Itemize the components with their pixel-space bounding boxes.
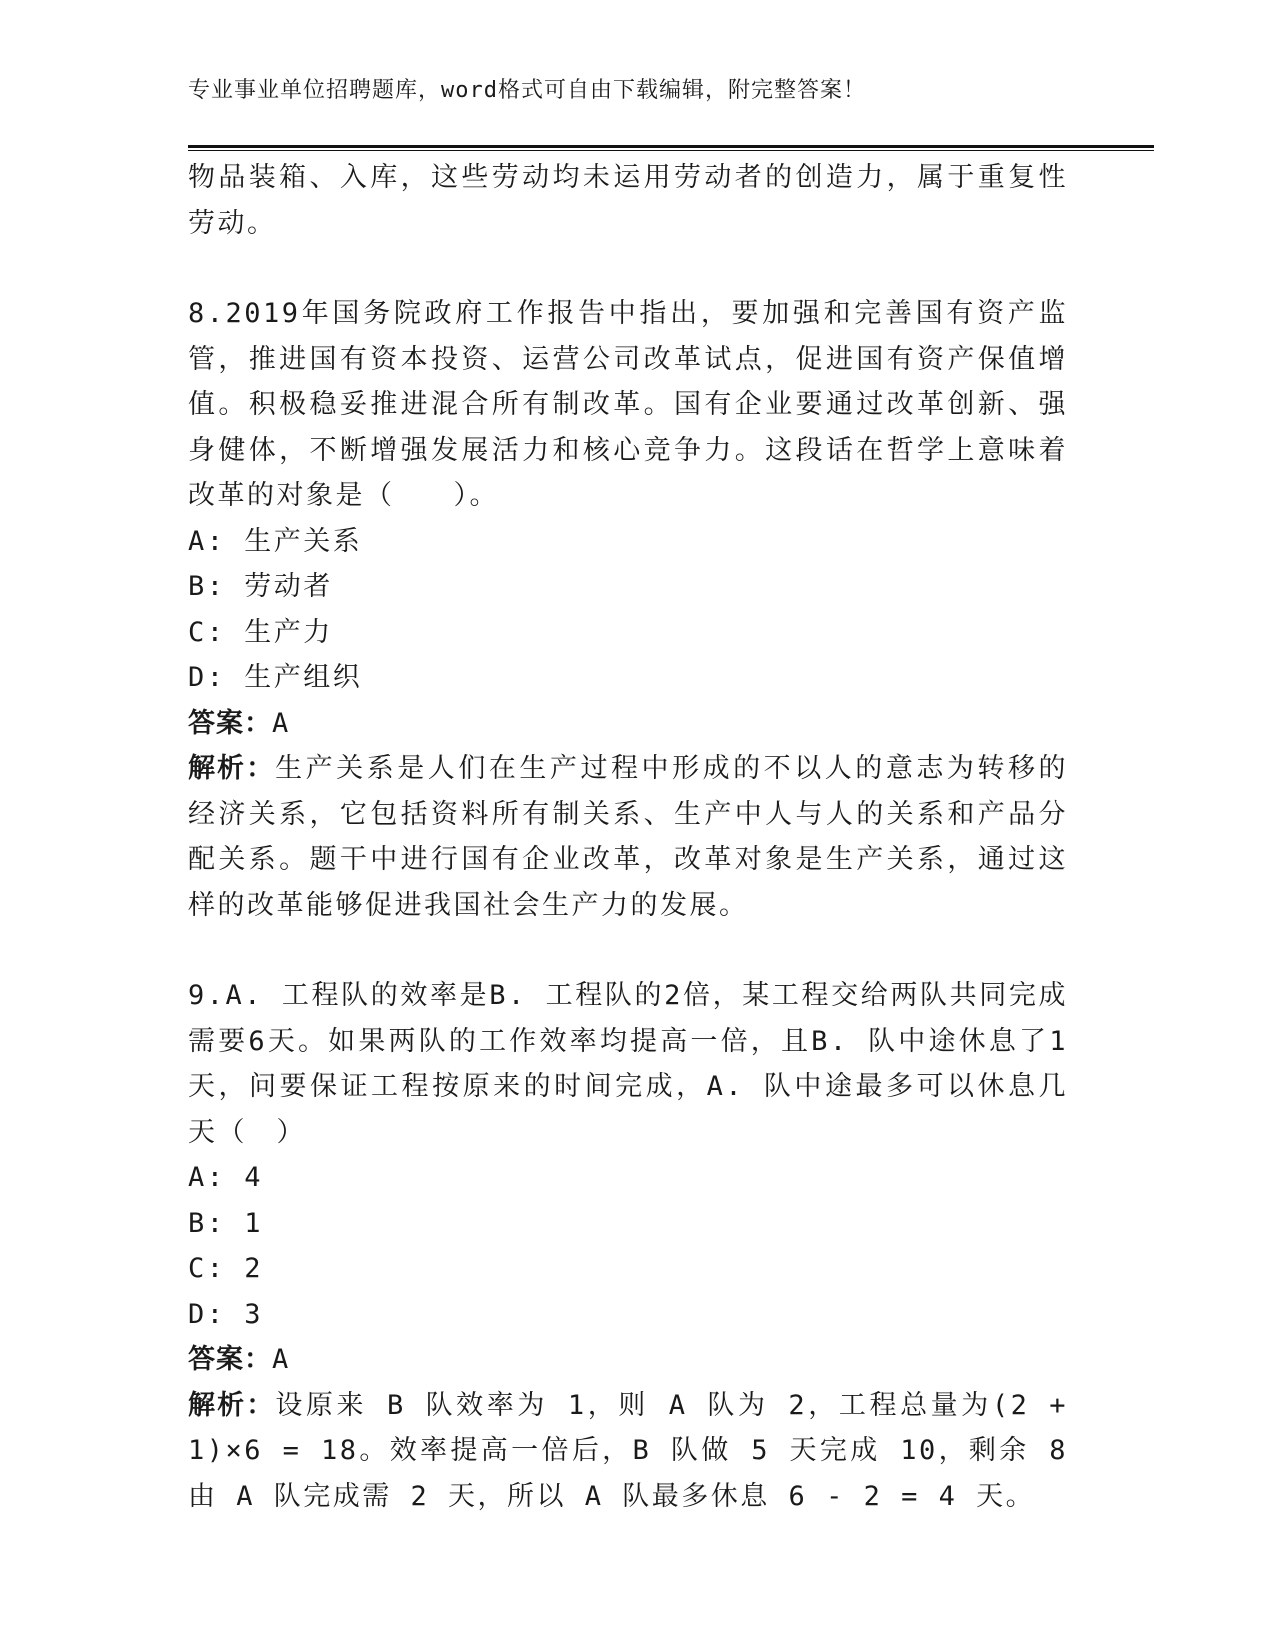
option-c: C: 生产力 bbox=[188, 616, 333, 648]
option-a: A: 生产关系 bbox=[188, 525, 363, 557]
answer-line bbox=[188, 1337, 1068, 1383]
answer-value: A bbox=[272, 1344, 291, 1375]
analysis-text: 设原来 B 队效率为 1，则 A 队为 2，工程总量为(2 + 1)×6 = 18。效率提高一倍后，B 队做 5 天完成 10，剩余 8 由 A 队完成需 2 天，所以 A 队最多休息 6 - 2 = 4 天。 bbox=[188, 1389, 1069, 1512]
option-b: B: 1 bbox=[188, 1207, 264, 1239]
page-header: 专业事业单位招聘题库，word格式可自由下载编辑，附完整答案！ bbox=[188, 78, 866, 103]
analysis-paragraph bbox=[188, 746, 1068, 928]
header-divider bbox=[188, 145, 1154, 151]
option-b: B: 劳动者 bbox=[188, 571, 333, 602]
analysis-label: 解析： bbox=[188, 1389, 276, 1421]
answer-line bbox=[188, 701, 1068, 747]
answer-label: 答案： bbox=[188, 707, 272, 739]
option-a: A: 4 bbox=[188, 1162, 264, 1193]
option-c: C: 2 bbox=[188, 1253, 264, 1284]
option-d: D: 3 bbox=[188, 1298, 264, 1330]
option-d: D: 生产组织 bbox=[188, 662, 363, 693]
answer-value: A bbox=[272, 707, 291, 739]
question-text: 9.A. 工程队的效率是B. 工程队的2倍，某工程交给两队共同完成需要6天。如果两队的工作效率均提高一倍，且B. 队中途休息了1天，问要保证工程按原来的时间完成，A. 队中途最多可以休息几天（ ） bbox=[188, 980, 1068, 1148]
answer-label: 答案： bbox=[188, 1344, 272, 1375]
question-8 bbox=[188, 291, 1068, 928]
analysis-paragraph bbox=[188, 1383, 1068, 1520]
question-9 bbox=[188, 973, 1068, 1519]
continuation-paragraph: 物品装箱、入库，这些劳动均未运用劳动者的创造力，属于重复性劳动。 bbox=[188, 162, 1068, 239]
question-text: 8.2019年国务院政府工作报告中指出，要加强和完善国有资产监管，推进国有资本投资、运营公司改革试点，促进国有资产保值增值。积极稳妥推进混合所有制改革。国有企业要通过改革创新、强身健体，不断增强发展活力和核心竞争力。这段话在哲学上意味着改革的对象是（ ）。 bbox=[188, 298, 1068, 511]
page-content bbox=[188, 155, 1068, 1519]
analysis-label: 解析： bbox=[188, 753, 276, 784]
analysis-text: 生产关系是人们在生产过程中形成的不以人的意志为转移的经济关系，它包括资料所有制关系、生产中人与人的关系和产品分配关系。题干中进行国有企业改革，改革对象是生产关系，通过这样的改革能够促进我国社会生产力的发展。 bbox=[188, 753, 1069, 921]
